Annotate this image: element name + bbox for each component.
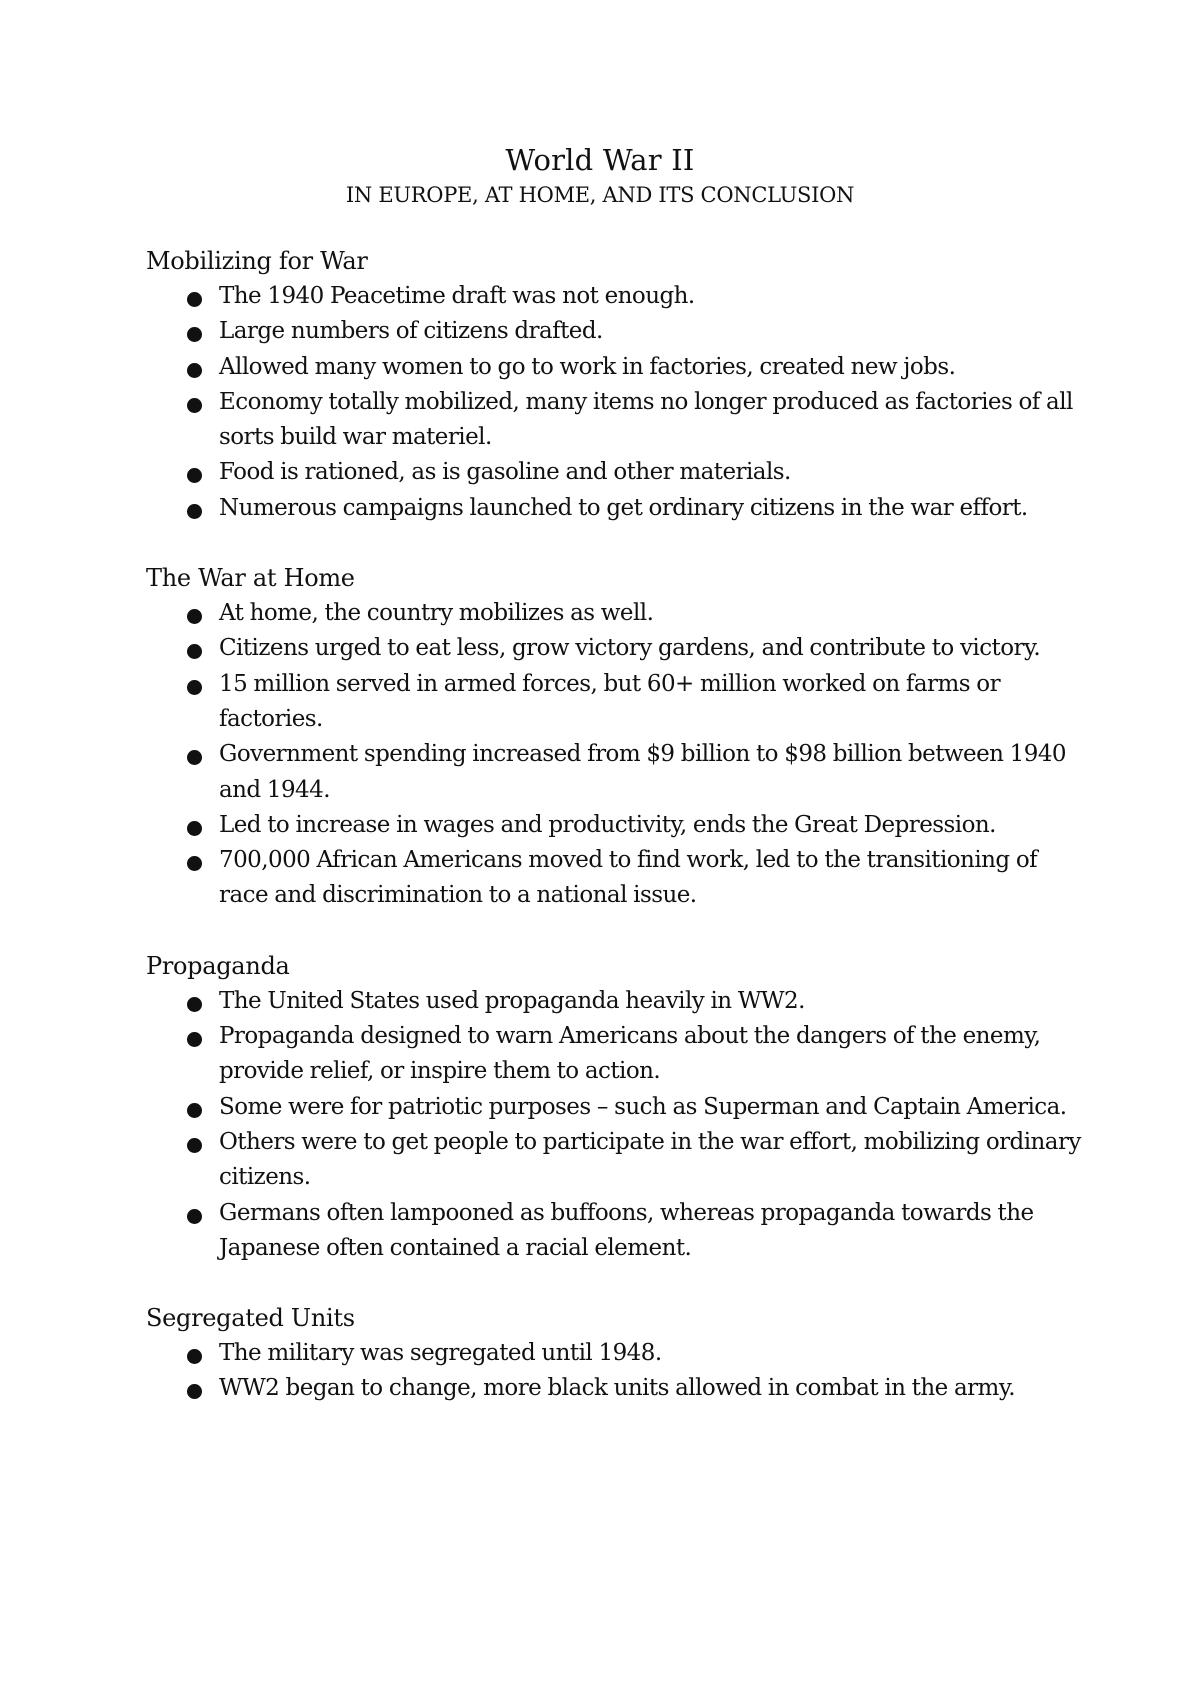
bullet-item [219, 385, 1086, 456]
bullet-text: Propaganda designed to warn Americans about the dangers of the enemy, provide relief, or inspire them to action. [219, 1023, 1041, 1085]
bullet-item [219, 1371, 1086, 1406]
bullet-text: Food is rationed, as is gasoline and other materials. [219, 459, 791, 486]
section-heading: Mobilizing for War [146, 247, 368, 275]
bullet-dot-icon [187, 468, 202, 483]
bullet-text: Allowed many women to go to work in factories, created new jobs. [219, 353, 956, 380]
bullet-dot-icon [187, 1349, 202, 1364]
bullet-text: 700,000 African Americans moved to find work, led to the transitioning of race and discrimination to a national issue. [219, 847, 1038, 909]
bullet-text: At home, the country mobilizes as well. [219, 600, 654, 627]
document-subtitle: IN EUROPE, AT HOME, AND ITS CONCLUSION [345, 183, 855, 207]
bullet-text: Led to increase in wages and productivity, ends the Great Depression. [219, 811, 996, 838]
bullet-item [219, 1019, 1086, 1090]
bullet-item [219, 1090, 1086, 1125]
bullet-dot-icon [187, 363, 202, 378]
bullet-item [219, 350, 1086, 385]
bullet-text: Germans often lampooned as buffoons, whereas propaganda towards the Japanese often contained a racial element. [219, 1199, 1034, 1261]
bullet-list [146, 596, 1086, 914]
bullet-dot-icon [187, 504, 202, 519]
document-title: World War II [505, 143, 695, 177]
bullet-item [219, 314, 1086, 349]
bullet-dot-icon [187, 1103, 202, 1118]
bullet-dot-icon [187, 997, 202, 1012]
document-body [146, 244, 1086, 1442]
bullet-text: Some were for patriotic purposes – such as Superman and Captain America. [219, 1093, 1067, 1120]
bullet-text: WW2 began to change, more black units allowed in combat in the army. [219, 1375, 1015, 1402]
bullet-text: Government spending increased from $9 billion to $98 billion between 1940 and 1944. [219, 741, 1067, 803]
bullet-item [219, 984, 1086, 1019]
bullet-item [219, 1125, 1086, 1196]
bullet-text: The military was segregated until 1948. [219, 1340, 662, 1367]
bullet-text: Economy totally mobilized, many items no longer produced as factories of all sorts build war materiel. [219, 388, 1073, 451]
section-heading: Propaganda [146, 951, 290, 980]
section-segregated-units [146, 1301, 1086, 1407]
bullet-text: Others were to get people to participate in the war effort, mobilizing ordinary citizens. [219, 1128, 1081, 1191]
bullet-item [219, 491, 1086, 526]
bullet-item [219, 667, 1086, 738]
bullet-dot-icon [187, 1384, 202, 1399]
bullet-dot-icon [187, 609, 202, 624]
bullet-text: Large numbers of citizens drafted. [219, 318, 603, 345]
bullet-dot-icon [187, 856, 202, 871]
bullet-item [219, 596, 1086, 631]
bullet-dot-icon [187, 1138, 202, 1153]
bullet-list [146, 984, 1086, 1266]
section-mobilizing-for-war [146, 244, 1086, 526]
title-block [0, 140, 1200, 210]
bullet-dot-icon [187, 1032, 202, 1047]
bullet-dot-icon [187, 750, 202, 765]
bullet-text: Numerous campaigns launched to get ordinary citizens in the war effort. [219, 494, 1028, 521]
bullet-item [219, 737, 1086, 808]
bullet-text: Citizens urged to eat less, grow victory gardens, and contribute to victory. [219, 635, 1041, 662]
bullet-item [219, 808, 1086, 843]
bullet-item [219, 1336, 1086, 1371]
bullet-text: The 1940 Peacetime draft was not enough. [219, 283, 695, 309]
bullet-dot-icon [187, 327, 202, 342]
bullet-item [219, 1196, 1086, 1267]
bullet-dot-icon [187, 398, 202, 413]
bullet-list [146, 279, 1086, 526]
section-propaganda [146, 949, 1086, 1266]
bullet-list [146, 1336, 1086, 1407]
bullet-item [219, 843, 1086, 914]
bullet-item [219, 279, 1086, 314]
bullet-item [219, 631, 1086, 666]
bullet-item [219, 455, 1086, 490]
section-heading: Segregated Units [146, 1304, 355, 1333]
bullet-dot-icon [187, 1209, 202, 1224]
bullet-dot-icon [187, 821, 202, 836]
section-heading: The War at Home [146, 564, 355, 593]
bullet-text: 15 million served in armed forces, but 60+ million worked on farms or factories. [219, 670, 1001, 732]
bullet-dot-icon [187, 644, 202, 659]
bullet-dot-icon [187, 680, 202, 695]
bullet-text: The United States used propaganda heavily in WW2. [219, 987, 805, 1014]
bullet-dot-icon [187, 292, 202, 307]
section-the-war-at-home [146, 561, 1086, 914]
